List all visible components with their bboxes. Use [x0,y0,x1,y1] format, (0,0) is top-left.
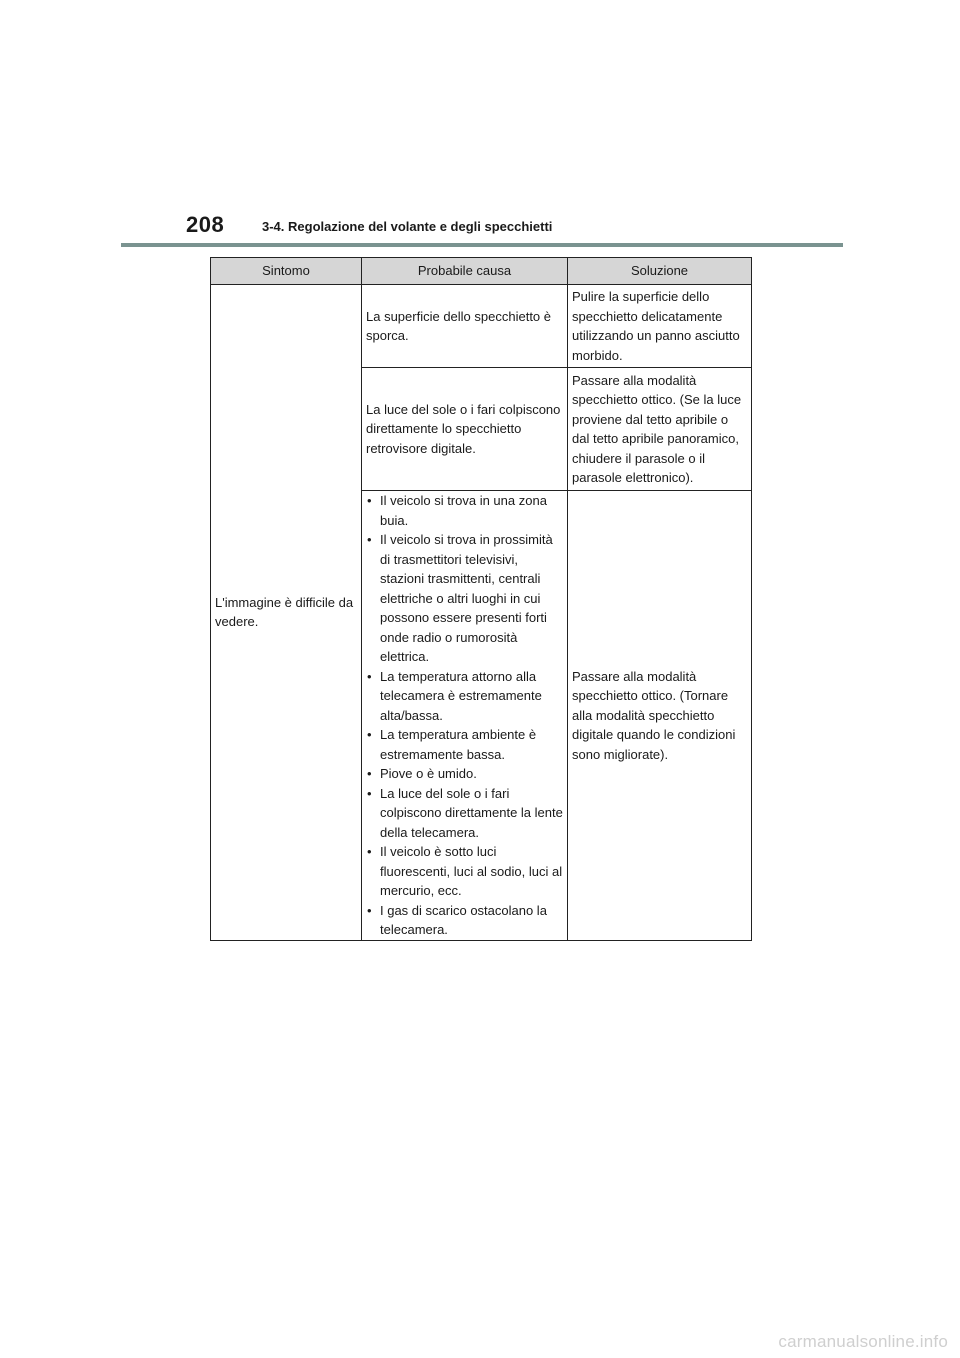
section-title: 3-4. Regolazione del volante e degli specchietti [262,219,553,234]
header-rule [121,243,843,247]
solution-cell: Passare alla modalità specchietto ottico. (Tornare alla modalità specchietto digitale quando le condizioni sono migliorate). [568,491,752,941]
column-header-cause: Probabile causa [362,258,568,285]
list-item: • Il veicolo si trova in una zona buia. [366,491,563,530]
solution-cell: Pulire la superficie dello specchietto delicatamente utilizzando un panno asciutto morbido. [568,285,752,368]
table-row [211,285,752,368]
cause-cell: La luce del sole o i fari colpiscono direttamente lo specchietto retrovisore digitale. [362,368,568,491]
cause-cell: La superficie dello specchietto è sporca. [362,285,568,368]
list-item: • Piove o è umido. [366,764,563,784]
watermark: carmanualsonline.info [778,1332,948,1351]
list-item: • La temperatura ambiente è estremamente bassa. [366,725,563,764]
cause-list-cell [362,491,568,941]
table-header-row [211,258,752,285]
solution-cell: Passare alla modalità specchietto ottico. (Se la luce proviene dal tetto apribile o dal tetto apribile panoramico, chiudere il parasole o il parasole elettronico). [568,368,752,491]
list-item: • I gas di scarico ostacolano la telecamera. [366,901,563,940]
list-item: • La luce del sole o i fari colpiscono direttamente la lente della telecamera. [366,784,563,843]
troubleshooting-table [210,257,752,941]
column-header-symptom: Sintomo [211,258,362,285]
list-item: • Il veicolo si trova in prossimità di trasmettitori televisivi, stazioni trasmittenti, centrali elettriche o altri luoghi in cui possono essere presenti forti onde radio o rumorosità elettrica. [366,530,563,667]
list-item: • Il veicolo è sotto luci fluorescenti, luci al sodio, luci al mercurio, ecc. [366,842,563,901]
list-item: • La temperatura attorno alla telecamera è estremamente alta/bassa. [366,667,563,726]
symptom-cell: L'immagine è difficile da vedere. [211,285,362,941]
page-number: 208 [186,212,225,237]
column-header-solution: Soluzione [568,258,752,285]
cause-list [366,491,563,940]
